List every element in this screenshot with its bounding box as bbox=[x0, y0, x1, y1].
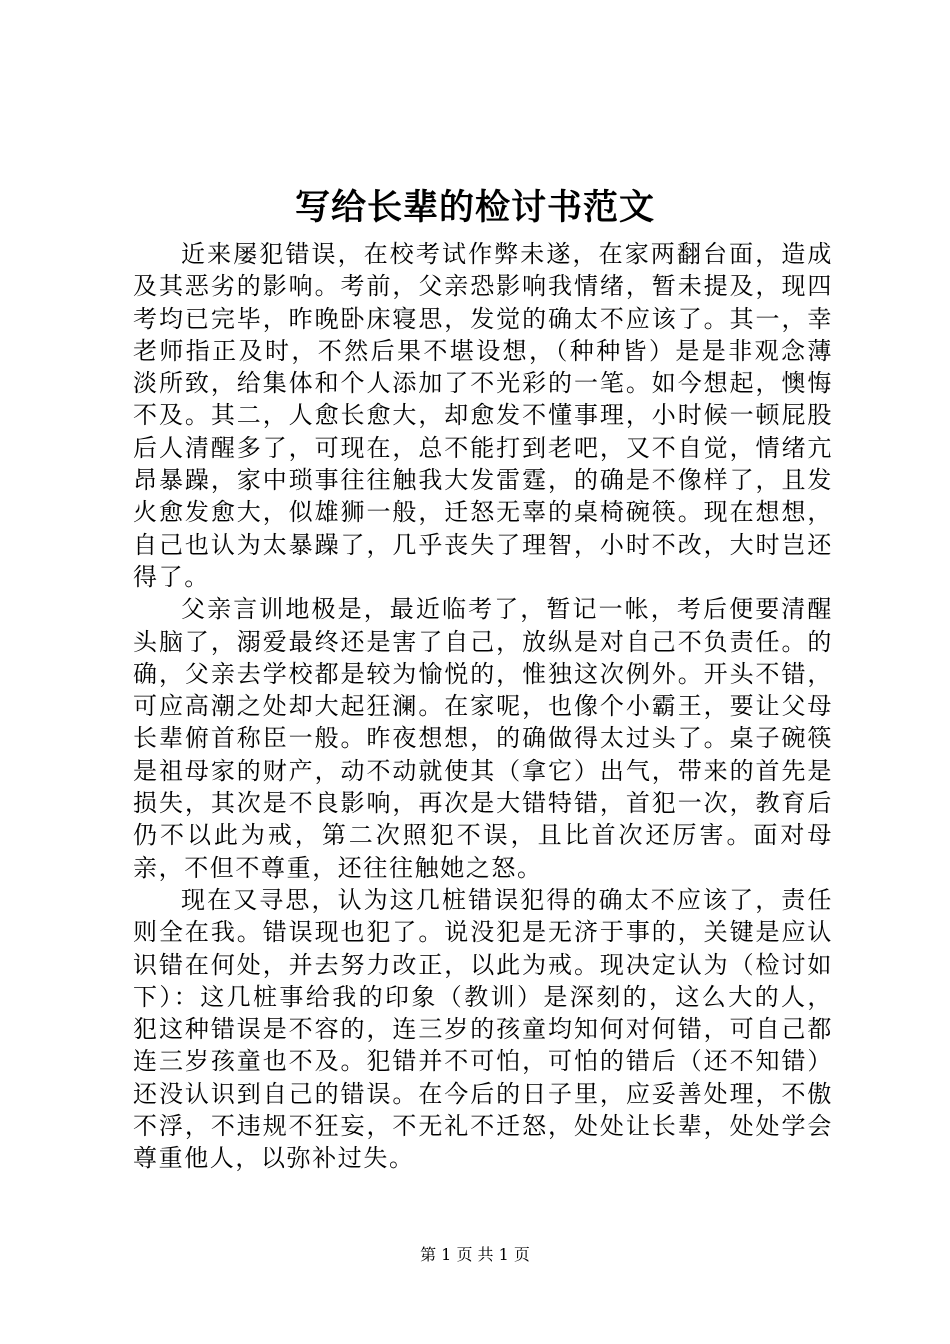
paragraph-1: 近来屡犯错误，在校考试作弊未遂，在家两翻台面，造成及其恶劣的影响。考前，父亲恐影响我情绪，暂未提及，现四考均已完毕，昨晚卧床寝思，发觉的确太不应该了。其一，幸老师指正及时，不然后果不堪设想，（种种皆）是是非观念薄淡所致，给集体和个人添加了不光彩的一笔。如今想起，懊悔不及。其二，人愈长愈大，却愈发不懂事理，小时候一顿屁股后人清醒多了，可现在，总不能打到老吧，又不自觉，情绪亢昂暴躁，家中琐事往往触我大发雷霆，的确是不像样了，且发火愈发愈大，似雄狮一般，迁怒无辜的桌椅碗筷。现在想想，自己也认为太暴躁了，几乎丧失了理智，小时不改，大时岂还得了。 bbox=[133, 240, 833, 591]
paragraph-3: 现在又寻思，认为这几桩错误犯得的确太不应该了，责任则全在我。错误现也犯了。说没犯是无济于事的，关键是应认识错在何处，并去努力改正，以此为戒。现决定认为（检讨如下）：这几桩事给我的印象（教训）是深刻的，这么大的人，犯这种错误是不容的，连三岁的孩童均知何对何错，可自己都连三岁孩童也不及。犯错并不可怕，可怕的错后（还不知错）还没认识到自己的错误。在今后的日子里，应妥善处理，不傲不浮，不违规不狂妄，不无礼不迁怒，处处让长辈，处处学会尊重他人，以弥补过失。 bbox=[133, 885, 833, 1173]
document-title: 写给长辈的检讨书范文 bbox=[294, 187, 655, 228]
document-body bbox=[133, 238, 833, 1175]
page-footer: 第 1 页 共 1 页 bbox=[420, 1245, 530, 1264]
paragraph-2: 父亲言训地极是，最近临考了，暂记一帐，考后便要清醒头脑了，溺爱最终还是害了自己，放纵是对自己不负责任。的确，父亲去学校都是较为愉悦的，惟独这次例外。开头不错，可应高潮之处却大起狂澜。在家呢，也像个小霸王，要让父母长辈俯首称臣一般。昨夜想想，的确做得太过头了。桌子碗筷是祖母家的财产，动不动就使其（拿它）出气，带来的首先是损失，其次是不良影响，再次是大错特错，首犯一次，教育后仍不以此为戒，第二次照犯不误，且比首次还厉害。面对母亲，不但不尊重，还往往触她之怒。 bbox=[133, 595, 833, 882]
